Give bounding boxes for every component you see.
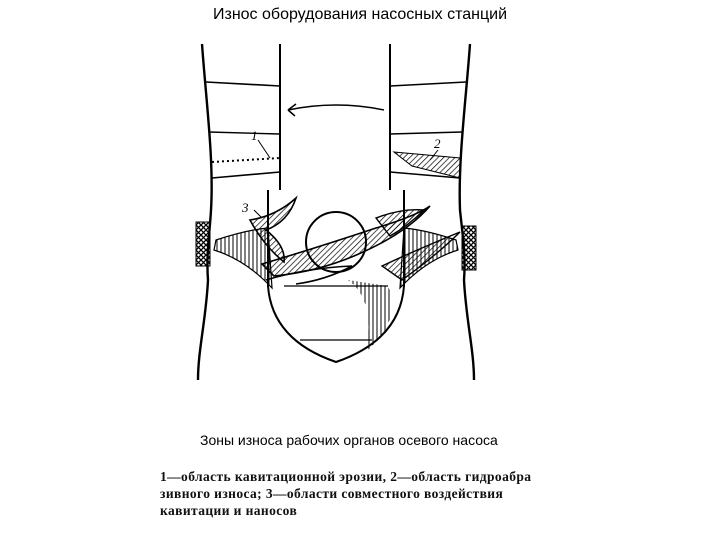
legend-line: кавитации и наносов [160,503,298,518]
callout-2: 2 [434,136,441,151]
figure-legend [160,468,570,519]
page-title: Износ оборудования насосных станций [212,6,507,23]
callout-3: 3 [242,200,249,215]
legend-line: зивного износа; 3—области совместного воздействия [160,486,504,501]
right-joint-seal [462,226,476,270]
figure-caption: Зоны износа рабочих органов осевого насоса [200,432,498,448]
rotation-arrow [288,105,384,110]
zone-2-abrasion [394,152,460,178]
casing-right-wall [460,44,474,380]
legend-line: 1—область кавитационной эрозии, 2—область гидроабра [160,469,532,484]
callout-1: 1 [251,128,258,143]
left-joint-seal [196,222,210,266]
casing-left-wall [198,44,212,380]
zone-1-cavitation [212,158,280,162]
pump-wear-diagram [176,40,496,385]
